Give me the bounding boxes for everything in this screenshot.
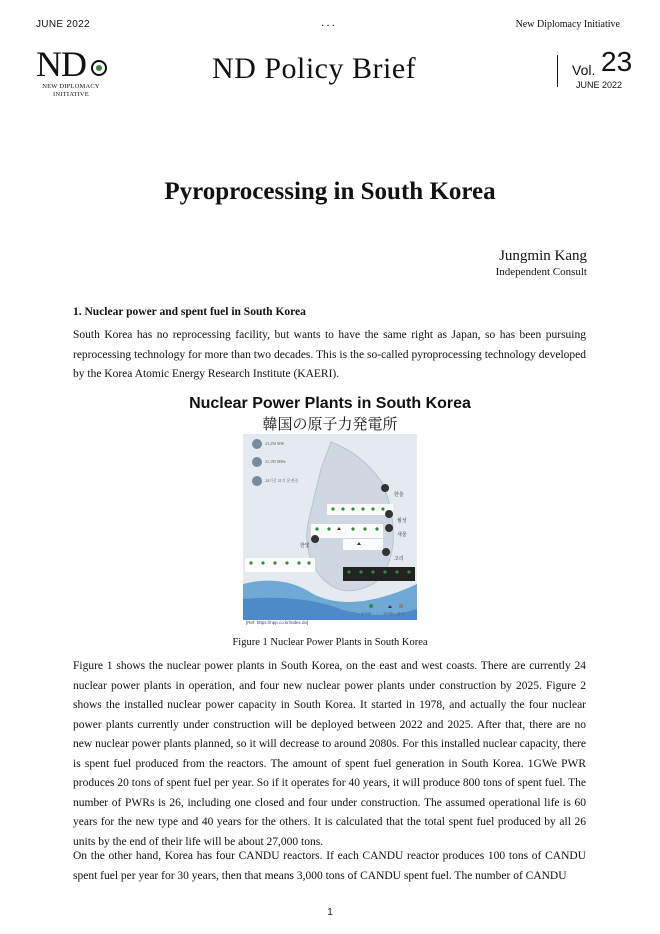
divider	[557, 55, 558, 87]
svg-text:24기중 21기 운전중: 24기중 21기 운전중	[265, 478, 299, 483]
paragraph-3: On the other hand, Korea has four CANDU reactors. If each CANDU reactor produces 100 tons of CANDU spent fuel per year for 30 years, then that means 3,000 tons of CANDU spent fuel. The number of CANDU	[73, 850, 586, 882]
paragraph-1: South Korea has no reprocessing facility, but wants to have the same right as Japan, so has been pursuing reprocessing technology for more than two decades. This is the so-called pyroprocessing technology developed by the Korea Atomic Energy Research Institute (KAERI).	[73, 329, 586, 380]
logo-line-1: NEW DIPLOMACY	[42, 83, 100, 90]
svg-text:21,195 MWe: 21,195 MWe	[265, 459, 286, 464]
map-label-wolseong: 월성	[397, 519, 407, 524]
logo-mark: ND	[36, 44, 86, 84]
map-label-hanbit: 한빛	[300, 544, 310, 549]
paragraph-2: Figure 1 shows the nuclear power plants in South Korea, on the east and west coasts. There are currently 24 nuclear power plants in operation, and four new nuclear power plants under construction by 2025. Figure 2 shows the installed nuclear power capacity in South Korea. It started in 1978, and actually the four nuclear power plants currently under construction will be deployed between 2022 and 2025. After that, there are no new nuclear power plants planned, so it will decrease to around 2080s. For this installed nuclear capacity, there is spent fuel produced from the reactors. The amount of spent fuel generation in South Korea. 1GWe PWR produces 20 tons of spent fuel per year. So if it operates for 40 years, it will produce 800 tons of spent fuel. The number of PWRs is 26, including one closed and four under construction. The assumed operational life is 60 years for the new type and 40 years for the others. It is calculated that the total spent fuel produced by all 26 units by the end of their life will be about 27,000 tons.	[73, 660, 586, 848]
article-title: Pyroprocessing in South Korea	[164, 178, 496, 205]
logo-line-2: INITIATIVE	[53, 90, 89, 98]
volume-date: JUNE 2022	[576, 80, 623, 90]
legend-maintenance: 정비중	[383, 612, 394, 616]
globe-icon	[91, 60, 107, 76]
author-affiliation: Independent Consult	[495, 266, 587, 278]
header-date: JUNE 2022	[36, 19, 90, 30]
map-label-kori: 고리	[394, 557, 404, 562]
header-organization: New Diplomacy Initiative	[515, 19, 620, 30]
volume-number: 23	[601, 46, 633, 77]
section-heading: 1. Nuclear power and spent fuel in South Korea	[73, 306, 306, 318]
figure-title: Nuclear Power Plants in South Korea	[189, 395, 471, 412]
header-dots: ...	[321, 15, 338, 29]
map-label-hanul: 한울	[394, 493, 404, 498]
logo-text	[36, 83, 106, 98]
nd-logo	[36, 46, 116, 102]
map-label-saeul: 새울	[397, 533, 407, 538]
brief-title: ND Policy Brief	[212, 52, 417, 85]
legend-stopped: 정지	[397, 612, 404, 616]
svg-text:23,250 MW: 23,250 MW	[265, 441, 285, 446]
figure-caption: Figure 1 Nuclear Power Plants in South Korea	[232, 637, 428, 648]
figure-source: [Ref: https://npp.co.kr/index.do]	[246, 620, 309, 625]
legend-operating: 운영중	[361, 612, 372, 616]
author-name: Jungmin Kang	[499, 248, 587, 264]
figure-subtitle: 韓国の原子力発電所	[262, 415, 398, 433]
page-number: 1	[327, 907, 333, 918]
nuclear-plants-map	[243, 434, 417, 620]
volume-label: Vol.	[572, 62, 596, 78]
